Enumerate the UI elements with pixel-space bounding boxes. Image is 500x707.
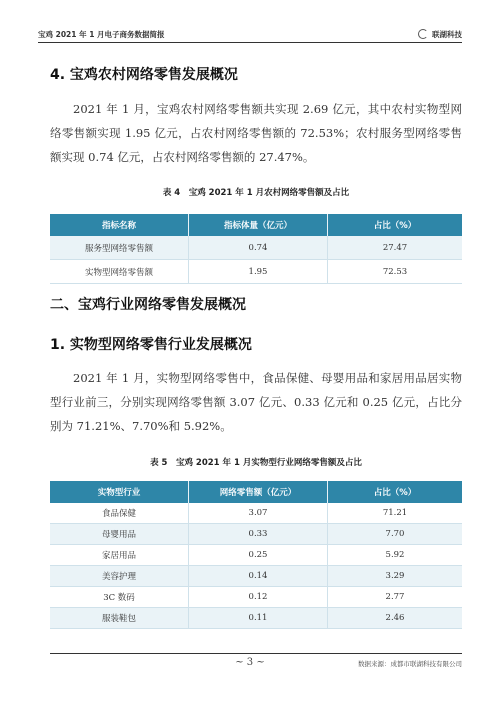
table-row xyxy=(50,566,462,587)
page-number: ~ 3 ~ xyxy=(235,657,265,668)
table-row xyxy=(50,236,462,260)
brand-name: 联湖科技 xyxy=(432,29,462,39)
table-cell: 3.07 xyxy=(189,503,328,524)
table-cell: 美容护理 xyxy=(50,566,189,587)
paragraph-physical: 2021 年 1 月，实物型网络零售中，食品保健、母婴用品和家居用品居实物型行业前三，分别实现网络零售额 3.07 亿元、0.33 亿元和 0.25 亿元，占比分别为 71.21%、7.70%和 5.92%。 xyxy=(50,371,462,433)
table-cell: 0.33 xyxy=(189,524,328,545)
table-cell: 0.11 xyxy=(189,608,328,629)
table-header-cell: 占比（%） xyxy=(328,214,463,236)
data-source: 数据来源：成都市联湖科技有限公司 xyxy=(358,660,462,668)
table-cell: 5.92 xyxy=(328,545,463,566)
table-row xyxy=(50,260,462,284)
table-cell: 母婴用品 xyxy=(50,524,189,545)
table-cell: 0.14 xyxy=(189,566,328,587)
report-title: 宝鸡 2021 年 1 月电子商务数据简报 xyxy=(38,29,165,39)
footer-divider xyxy=(50,653,462,654)
table-cell: 服务型网络零售额 xyxy=(50,236,189,260)
table-cell: 72.53 xyxy=(328,260,463,284)
table-cell: 服装鞋包 xyxy=(50,608,189,629)
table-cell: 2.46 xyxy=(328,608,463,629)
section-heading-industry: 二、宝鸡行业网络零售发展概况 xyxy=(50,297,246,313)
table-cell: 27.47 xyxy=(328,236,463,260)
section-heading-rural: 4. 宝鸡农村网络零售发展概况 xyxy=(50,67,238,83)
page-header xyxy=(38,26,462,42)
table-cell: 2.77 xyxy=(328,587,463,608)
table-cell: 0.74 xyxy=(189,236,328,260)
table-industry-retail xyxy=(50,481,462,629)
table-header-cell: 指标名称 xyxy=(50,214,189,236)
table-row xyxy=(50,503,462,524)
table-cell: 家居用品 xyxy=(50,545,189,566)
table5-caption: 表 5 宝鸡 2021 年 1 月实物型行业网络零售额及占比 xyxy=(150,458,362,468)
brand xyxy=(418,29,462,40)
table-header-cell: 实物型行业 xyxy=(50,481,189,503)
header-divider xyxy=(38,42,462,43)
table-rural-retail xyxy=(50,214,462,284)
table-row xyxy=(50,545,462,566)
table-cell: 7.70 xyxy=(328,524,463,545)
table-cell: 食品保健 xyxy=(50,503,189,524)
table-cell: 0.12 xyxy=(189,587,328,608)
table-header-cell: 占比（%） xyxy=(328,481,463,503)
table-cell: 0.25 xyxy=(189,545,328,566)
table-cell: 1.95 xyxy=(189,260,328,284)
table4-caption: 表 4 宝鸡 2021 年 1 月农村网络零售额及占比 xyxy=(162,188,350,198)
subsection-heading-physical: 1. 实物型网络零售行业发展概况 xyxy=(50,337,252,353)
table-row xyxy=(50,524,462,545)
paragraph-rural: 2021 年 1 月，宝鸡农村网络零售额共实现 2.69 亿元，其中农村实物型网络零售额实现 1.95 亿元，占农村网络零售额的 72.53%；农村服务型网络零售额实现 0.74 亿元，占农村网络零售额的 27.47%。 xyxy=(50,102,462,164)
table-cell: 71.21 xyxy=(328,503,463,524)
table-cell: 3.29 xyxy=(328,566,463,587)
table-header-cell: 指标体量（亿元） xyxy=(189,214,328,236)
table-row xyxy=(50,608,462,629)
logo-icon xyxy=(418,29,428,39)
table-header-cell: 网络零售额（亿元） xyxy=(189,481,328,503)
table-cell: 3C 数码 xyxy=(50,587,189,608)
table-row xyxy=(50,587,462,608)
table-cell: 实物型网络零售额 xyxy=(50,260,189,284)
